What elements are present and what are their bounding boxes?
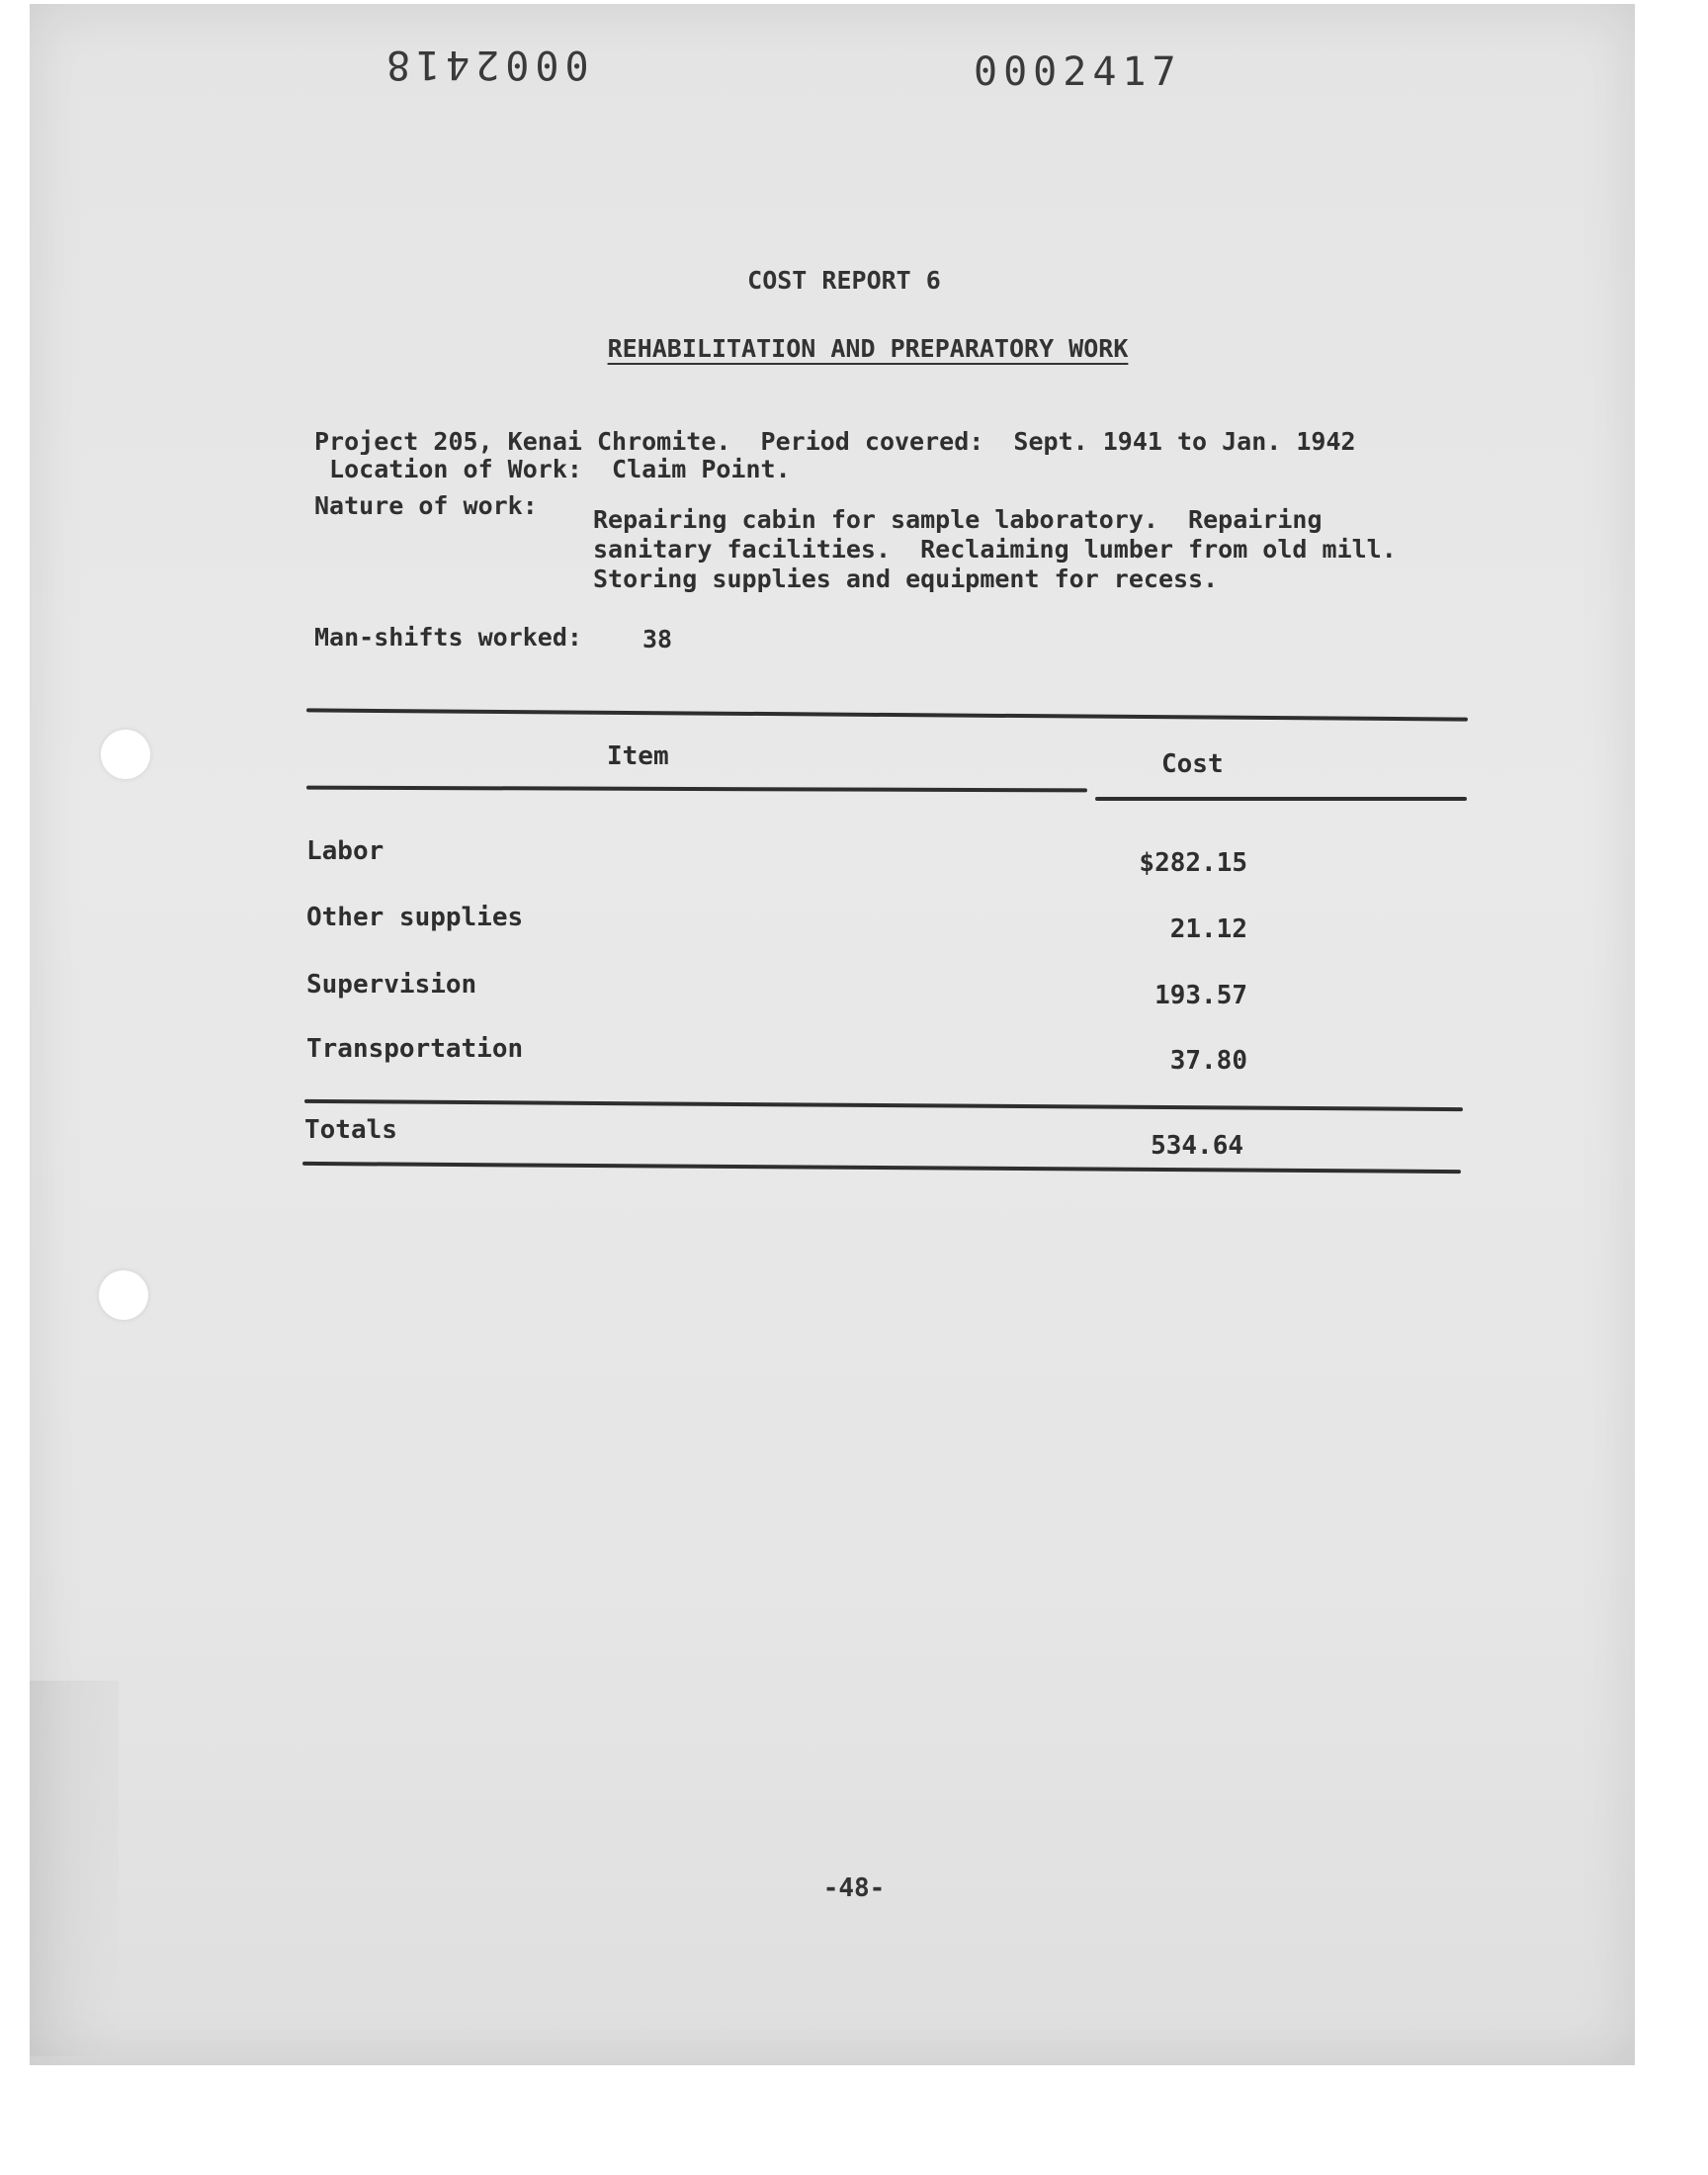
table-row-item: Labor (306, 836, 384, 866)
table-row-cost: 21.12 (1169, 914, 1247, 944)
punch-hole (99, 1270, 148, 1320)
table-header-rule (1095, 797, 1467, 801)
man-shifts-value: 38 (642, 625, 673, 653)
punch-hole (101, 730, 150, 779)
location-line: Location of Work: Claim Point. (314, 455, 791, 483)
stamp-number-left: 0002418 (381, 42, 589, 87)
column-header-item: Item (607, 741, 669, 771)
report-title: COST REPORT 6 (747, 266, 941, 295)
totals-label: Totals (304, 1115, 397, 1145)
stamp-number-right: 0002417 (974, 49, 1182, 95)
nature-line: Storing supplies and equipment for recess. (593, 565, 1219, 593)
nature-label: Nature of work: (314, 491, 538, 520)
table-row-cost: 37.80 (1169, 1046, 1247, 1076)
man-shifts-label: Man-shifts worked: (314, 623, 582, 652)
column-header-cost: Cost (1161, 749, 1224, 779)
nature-line: sanitary facilities. Reclaiming lumber from old mill. (593, 535, 1397, 564)
totals-value: 534.64 (1151, 1131, 1243, 1161)
table-row-item: Supervision (306, 970, 477, 1000)
document-page (30, 4, 1635, 2065)
table-row-item: Other supplies (306, 903, 524, 932)
nature-line: Repairing cabin for sample laboratory. Repairing (593, 505, 1323, 534)
project-line: Project 205, Kenai Chromite. Period covered: Sept. 1941 to Jan. 1942 (314, 427, 1356, 456)
table-row-cost: $282.15 (1139, 848, 1247, 878)
table-row-cost: 193.57 (1154, 981, 1247, 1010)
page-fold-shadow (30, 1681, 119, 2056)
section-title-text: REHABILITATION AND PREPARATORY WORK (607, 334, 1129, 363)
page-number: -48- (822, 1873, 886, 1903)
section-title (14, 334, 1708, 363)
table-row-item: Transportation (306, 1034, 524, 1064)
